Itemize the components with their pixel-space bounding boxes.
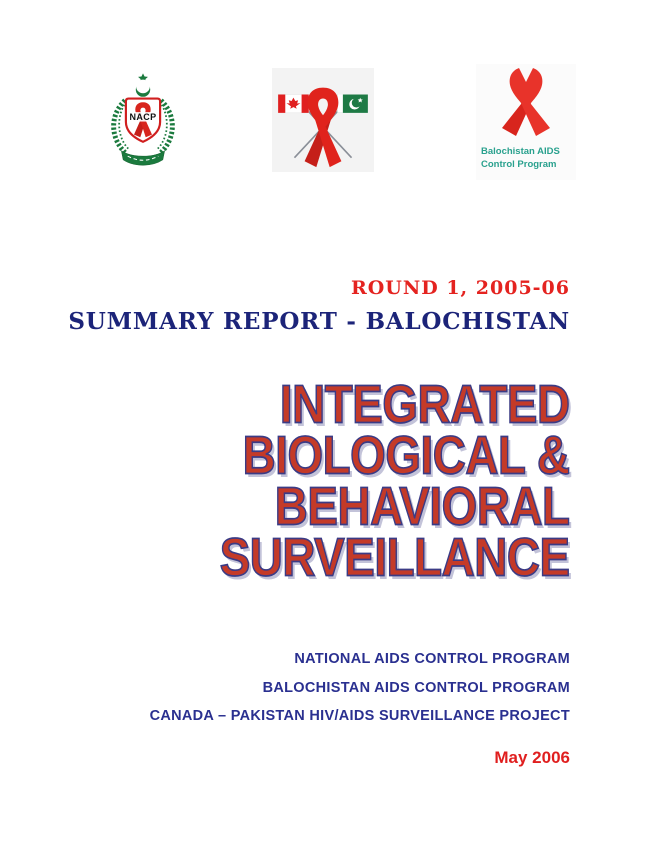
balochistan-logo-line1: Balochistan AIDS <box>481 146 560 157</box>
publication-date: May 2006 <box>494 748 570 767</box>
nacp-acronym: NACP <box>129 112 157 123</box>
main-title-line-4: SURVEILLANCE <box>220 527 570 589</box>
report-subtitle: SUMMARY REPORT - BALOCHISTAN <box>68 308 570 335</box>
canada-pakistan-ribbon-icon <box>272 68 374 172</box>
round-label: ROUND 1, 2005-06 <box>350 277 570 299</box>
main-title-line-3: BEHAVIORAL <box>275 476 570 538</box>
nacp-emblem-icon <box>98 70 188 174</box>
organization-line-3: CANADA – PAKISTAN HIV/AIDS SURVEILLANCE PROJECT <box>149 708 570 724</box>
balochistan-ribbon-icon <box>476 64 576 180</box>
main-title <box>172 374 570 589</box>
balochistan-logo-line2: Control Program <box>481 159 557 170</box>
main-title-line-2: BIOLOGICAL & <box>243 425 570 487</box>
main-title-line-1: INTEGRATED <box>280 374 570 436</box>
organizations-list <box>150 645 570 731</box>
pakistan-flag-icon <box>337 95 368 113</box>
canada-flag-icon <box>278 95 309 113</box>
organization-line-2: BALOCHISTAN AIDS CONTROL PROGRAM <box>262 679 570 696</box>
organization-line-1: NATIONAL AIDS CONTROL PROGRAM <box>294 651 570 667</box>
